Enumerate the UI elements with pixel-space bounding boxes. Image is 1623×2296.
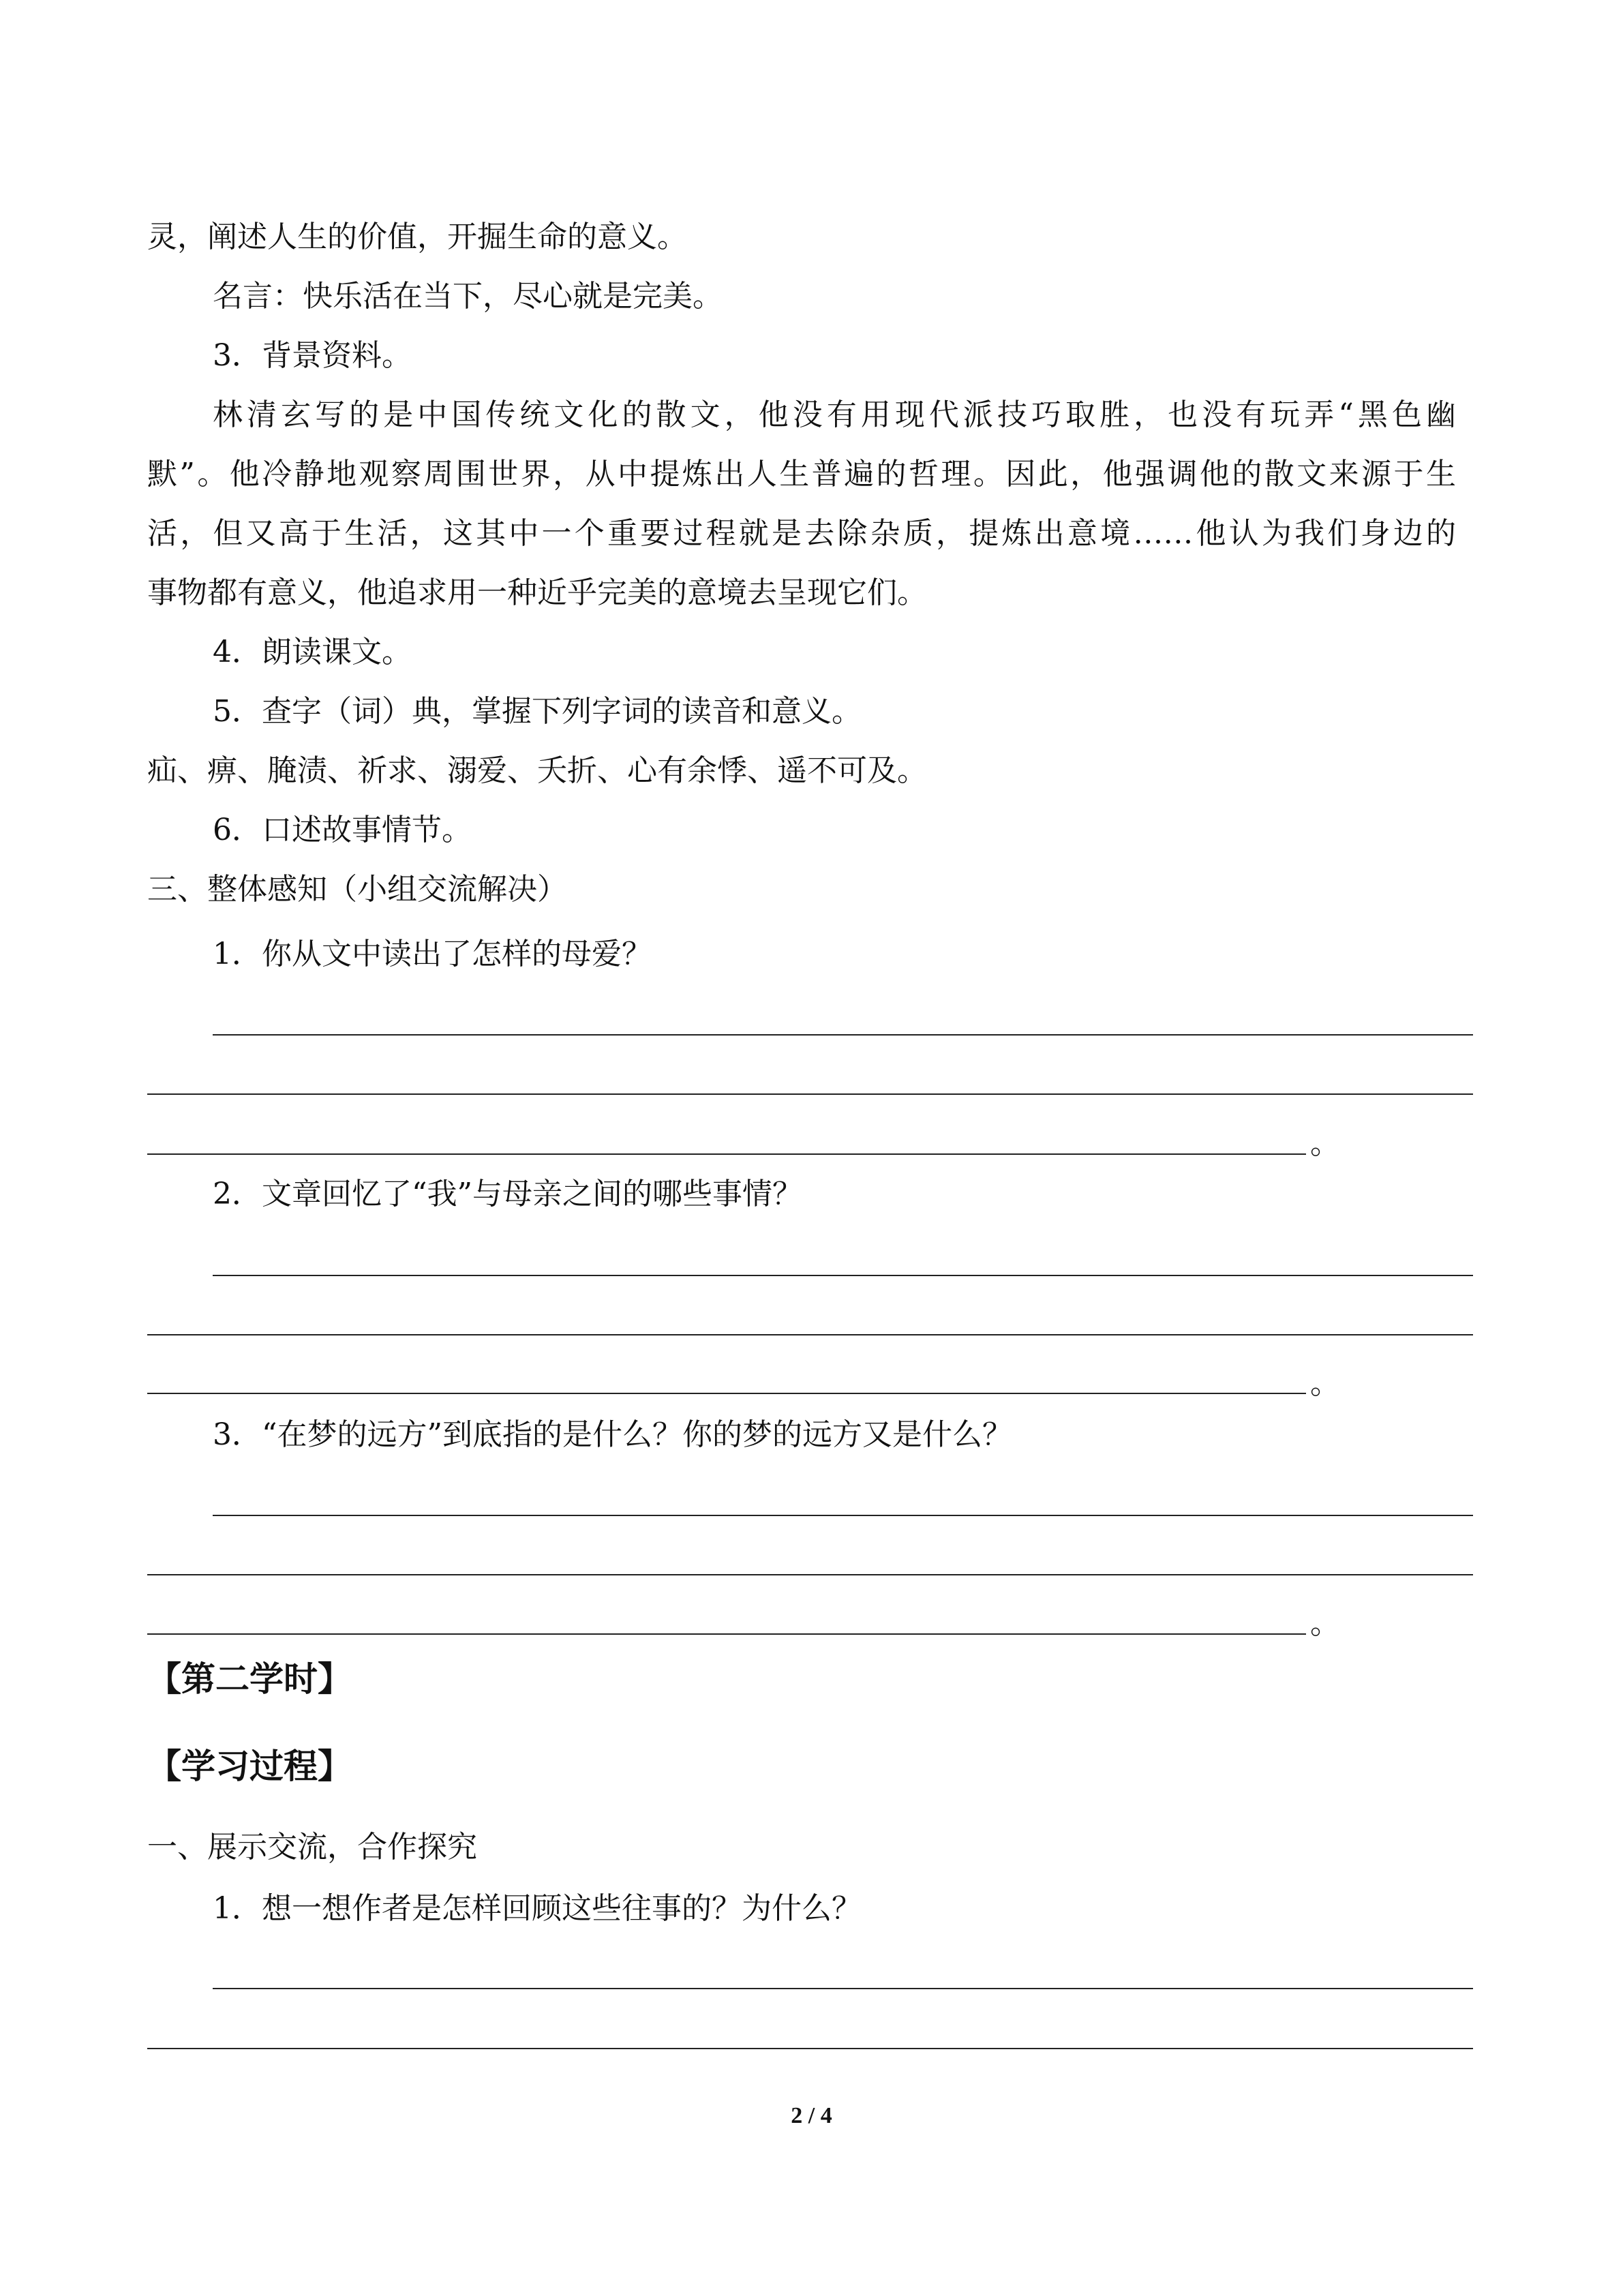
answer-line[interactable] <box>147 2048 1473 2049</box>
answer-line[interactable] <box>147 1153 1306 1155</box>
answer-line[interactable] <box>147 1093 1473 1095</box>
answer-line[interactable] <box>147 1574 1473 1575</box>
answer-line[interactable] <box>147 1633 1306 1635</box>
section-item: 5．查字（词）典，掌握下列字词的读音和意义。 <box>213 694 862 729</box>
paragraph-line: 事物都有意义，他追求用一种近乎完美的意境去呈现它们。 <box>147 575 927 610</box>
lesson-heading: 【第二学时】 <box>147 1659 352 1699</box>
section-heading: 三、整体感知（小组交流解决） <box>147 872 567 907</box>
section-item: 4．朗读课文。 <box>213 635 412 669</box>
answer-line[interactable] <box>147 1393 1306 1394</box>
quote-line: 名言：快乐活在当下，尽心就是完美。 <box>213 279 723 314</box>
answer-line[interactable] <box>213 1034 1473 1036</box>
question: 3．“在梦的远方”到底指的是什么？你的梦的远方又是什么？ <box>213 1417 1012 1452</box>
text-line: 灵，阐述人生的价值，开掘生命的意义。 <box>147 220 687 254</box>
question: 1．想一想作者是怎样回顾这些往事的？为什么？ <box>213 1891 862 1926</box>
answer-line[interactable] <box>213 1988 1473 1989</box>
question: 1．你从文中读出了怎样的母爱？ <box>213 937 652 971</box>
end-mark: 。 <box>1310 1366 1340 1401</box>
vocab-line: 疝、痹、腌渍、祈求、溺爱、夭折、心有余悸、遥不可及。 <box>147 753 927 788</box>
end-mark: 。 <box>1310 1126 1340 1161</box>
section-item: 6．口述故事情节。 <box>213 813 472 847</box>
question: 2．文章回忆了“我”与母亲之间的哪些事情？ <box>213 1177 802 1211</box>
section-item: 3．背景资料。 <box>213 338 412 373</box>
paragraph-line: 活，但又高于生活，这其中一个重要过程就是去除杂质，提炼出意境……他认为我们身边的 <box>147 516 1456 551</box>
paragraph-line: 默”。他冷静地观察周围世界，从中提炼出人生普遍的哲理。因此，他强调他的散文来源于生 <box>147 457 1456 492</box>
paragraph-line: 林清玄写的是中国传统文化的散文，他没有用现代派技巧取胜，也没有玩弄“黑色幽 <box>213 397 1456 432</box>
page-number: 2 / 4 <box>791 2103 832 2128</box>
section-heading: 一、展示交流，合作探究 <box>147 1830 477 1864</box>
end-mark: 。 <box>1310 1606 1340 1641</box>
answer-line[interactable] <box>213 1275 1473 1276</box>
answer-line[interactable] <box>213 1515 1473 1516</box>
answer-line[interactable] <box>147 1334 1473 1335</box>
process-heading: 【学习过程】 <box>147 1747 352 1786</box>
